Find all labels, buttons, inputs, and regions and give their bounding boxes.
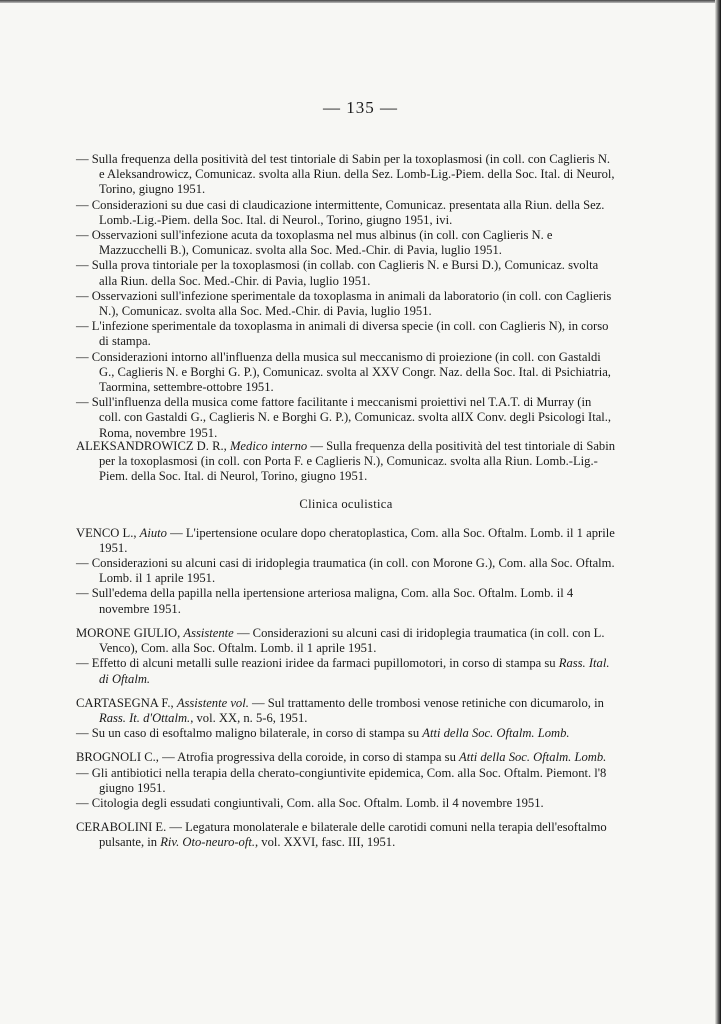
author-name: BROGNOLI C., [76,750,159,765]
journal-title: Atti della Soc. Oftalm. Lomb. [459,750,607,765]
publication-item: — L'infezione sperimentale da toxoplasma in animali di diversa specie (in coll. con Caglieris N), in corso di stampa. [76,319,609,349]
author-name: CERABOLINI E. [76,820,167,835]
publication-item: — Sull'influenza della musica come fattore facilitante i meccanismi proiettivi nel T.A.T. di Murray (in coll. con Gastaldi G., Caglieris N. e Borghi G. P.), Comunicaz. svolta alIX Conv. degli Psicologi Ital., Roma, novembre 1951. [76,395,612,440]
author-name: VENCO L., [76,525,137,540]
author-name: ALEKSANDROWICZ D. R., [76,438,227,453]
document-body [76,152,616,851]
author-role: Aiuto [139,525,167,540]
publication-text: — Considerazioni su alcuni casi di iridoplegia traumatica (in coll. con L. Venco), Com. alla Soc. Oftalm. Lomb. il 1 aprile 1951. [99,625,605,656]
author-role: Medico interno [229,438,308,453]
author-role: Assistente [183,625,234,640]
publication-item: — Su un caso di esoftalmo maligno bilaterale, in corso di stampa su Atti della Soc. Oftalm. Lomb. [76,726,570,741]
publication-item: — Considerazioni su alcuni casi di iridoplegia traumatica (in coll. con Morone G.), Com. alla Soc. Oftalm. Lomb. il 1 aprile 1951. [76,556,615,586]
page-edge-top [0,0,721,3]
author-name: MORONE GIULIO, [76,625,181,640]
page-edge-right [715,0,721,1024]
publication-item: — Citologia degli essudati congiuntivali, Com. alla Soc. Oftalm. Lomb. il 4 novembre 1951. [76,795,544,810]
journal-title: Atti della Soc. Oftalm. Lomb. [422,726,570,741]
publication-item: — Considerazioni su due casi di claudicazione intermittente, Comunicaz. presentata alla Riun. della Sez. Lomb.-Lig.-Piem. della Soc. Ital. di Neurol., Torino, giugno 1951, ivi. [76,197,605,227]
journal-title: Rass. It. d'Ottalm. [99,710,191,725]
author-role: Assistente vol. [176,695,249,710]
publication-item: — Sulla frequenza della positività del test tintoriale di Sabin per la toxoplasmosi (in coll. con Caglieris N. e Aleksandrowicz, Comunicaz. svolta alla Riun. della Sez. Lomb-Lig.-Piem. della Soc. Ital. di Neurol, Torino, giugno 1951. [76,152,615,197]
author-entry-aleksandrowicz [76,439,616,485]
author-entry-cerabolini: CERABOLINI E. — Legatura monolaterale e bilaterale delle carotidi comuni nella terapia dell'esoftalmo pulsante, in Riv. Oto-neuro-oft., vol. XXVI, fasc. III, 1951. [76,820,607,850]
journal-title: Riv. Oto-neuro-oft. [160,835,255,850]
author-entry-morone [76,626,616,656]
page-number: — 135 — [323,98,398,117]
author-name: CARTASEGNA F., [76,695,174,710]
publication-item: — Sull'edema della papilla nella ipertensione arteriosa maligna, Com. alla Soc. Oftalm. Lomb. il 4 novembre 1951. [76,586,574,616]
publication-item: — Considerazioni intorno all'influenza della musica sul meccanismo di proiezione (in coll. con Gastaldi G., Caglieris N. e Borghi G. P.), Comunicaz. svolta al XXV Congr. Naz. della Soc. Ital. di Psichiatria, Taormina, settembre-ottobre 1951. [76,349,611,395]
publication-item: — Osservazioni sull'infezione sperimentale da toxoplasma in animali da laboratorio (in coll. con Caglieris N.), Comunicaz. svolta alla Soc. Med.-Chir. di Pavia, luglio 1951. [76,288,612,319]
publication-item: — Gli antibiotici nella terapia della cherato-congiuntivite epidemica, Com. alla Soc. Oftalm. Piemont. l'8 giugno 1951. [76,765,607,795]
publication-item: — Osservazioni sull'infezione acuta da toxoplasma nel mus albinus (in coll. con Caglieris N. e Mazzucchelli B.), Comunicaz. svolta alla Soc. Med.-Chir. di Pavia, luglio 1951. [76,228,553,258]
publication-text: — L'ipertensione oculare dopo cheratoplastica, Com. alla Soc. Oftalm. Lomb. il 1 aprile 1951. [99,525,615,555]
author-entry-cartasegna: CARTASEGNA F., Assistente vol. — Sul trattamento delle trombosi venose retiniche con dicumarolo, in Rass. It. d'Ottalm., vol. XX, n. 5-6, 1951. [76,695,604,725]
publication-item: — Effetto di alcuni metalli sulle reazioni iridee da farmaci pupillomotori, in corso di stampa su Rass. Ital. di Oftalm. [76,656,610,686]
publication-item: — Sulla prova tintoriale per la toxoplasmosi (in collab. con Caglieris N. e Bursi D.), Comunicaz. svolta alla Riun. della Soc. Med.-Chir. di Pavia, luglio 1951. [76,258,599,288]
journal-title: Rass. Ital. di Oftalm. [99,656,610,686]
author-entry-venco [76,526,616,556]
author-entry-brognoli: BROGNOLI C., — Atrofia progressiva della coroide, in corso di stampa su Atti della Soc. Oftalm. Lomb. [76,750,607,765]
publication-text: — Sulla frequenza della positività del test tintoriale di Sabin per la toxoplasmosi (in coll. con Porta F. e Caglieris N.), Comunicaz. svolta alla Riun. Lomb.-Lig.-Piem. della Soc. Ital. di Neurol, Torino, giugno 1951. [99,438,616,484]
section-heading: Clinica oculistica [299,497,393,512]
